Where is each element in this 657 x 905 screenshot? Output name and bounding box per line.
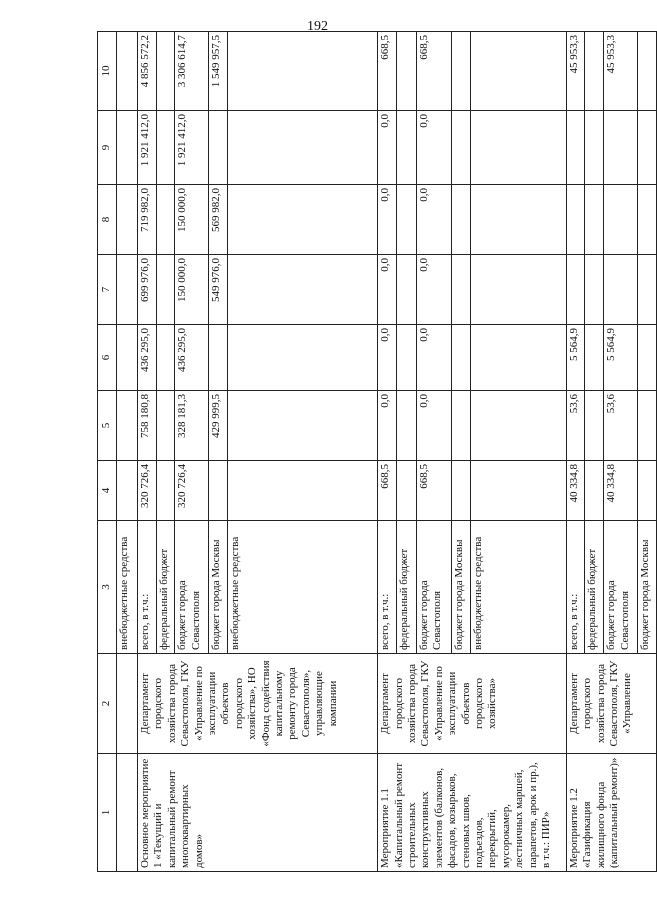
value-cell <box>638 32 657 111</box>
value-cell: 5 564,9 <box>566 325 585 391</box>
column-header: 4 <box>98 461 117 521</box>
value-cell: 429 999,5 <box>209 391 228 461</box>
value-cell: 668,5 <box>378 461 397 521</box>
value-cell <box>566 185 585 255</box>
source-cell: федеральный бюджет <box>585 521 604 654</box>
source-cell: федеральный бюджет <box>397 521 416 654</box>
value-cell <box>470 185 566 255</box>
value-cell <box>451 391 470 461</box>
value-cell <box>156 461 175 521</box>
column-header: 2 <box>98 654 117 754</box>
value-cell: 699 976,0 <box>138 255 157 325</box>
value-cell <box>228 391 378 461</box>
value-cell: 549 976,0 <box>209 255 228 325</box>
value-cell: 53,6 <box>604 391 638 461</box>
value-cell <box>566 111 585 185</box>
activity-title: Мероприятие 1.2 «Газификация жилищного фонда (капитальный ремонт)» <box>566 754 656 872</box>
value-cell: 45 953,3 <box>604 32 638 111</box>
value-cell <box>638 111 657 185</box>
value-cell <box>638 391 657 461</box>
value-cell <box>156 32 175 111</box>
value-cell: 0,0 <box>378 391 397 461</box>
value-cell <box>397 255 416 325</box>
value-cell <box>209 461 228 521</box>
value-cell <box>604 255 638 325</box>
value-cell <box>638 255 657 325</box>
continuation-row <box>117 32 138 872</box>
value-cell <box>585 325 604 391</box>
value-cell <box>451 111 470 185</box>
value-cell: 668,5 <box>416 32 451 111</box>
source-cell: внебюджетные средства <box>470 521 566 654</box>
value-cell: 0,0 <box>378 185 397 255</box>
value-cell <box>451 255 470 325</box>
value-cell <box>397 391 416 461</box>
value-cell: 45 953,3 <box>566 32 585 111</box>
column-header: 6 <box>98 325 117 391</box>
activity-executor: Департамент городского хозяйства города Севастополя, ГКУ «Управление по эксплуатации объектов городского хозяйства» <box>378 654 567 754</box>
value-cell <box>585 32 604 111</box>
value-cell <box>156 255 175 325</box>
value-cell <box>228 461 378 521</box>
source-cell: внебюджетные средства <box>117 521 138 654</box>
column-header: 3 <box>98 521 117 654</box>
source-cell: бюджет города Москвы <box>451 521 470 654</box>
source-cell: бюджет города Москвы <box>209 521 228 654</box>
value-cell: 0,0 <box>416 111 451 185</box>
value-cell <box>228 111 378 185</box>
source-cell: всего, в т.ч.: <box>138 521 157 654</box>
value-cell: 150 000,0 <box>175 255 209 325</box>
table-row <box>566 32 585 872</box>
value-cell <box>585 255 604 325</box>
value-cell <box>451 461 470 521</box>
value-cell: 0,0 <box>416 185 451 255</box>
value-cell <box>451 32 470 111</box>
value-cell: 668,5 <box>378 32 397 111</box>
source-cell: бюджет города Севастополя <box>604 521 638 654</box>
value-cell: 758 180,8 <box>138 391 157 461</box>
value-cell <box>228 32 378 111</box>
value-cell: 0,0 <box>416 325 451 391</box>
table-row <box>378 32 397 872</box>
value-cell: 0,0 <box>416 255 451 325</box>
value-cell <box>470 111 566 185</box>
value-cell: 320 726,4 <box>175 461 209 521</box>
value-cell <box>209 111 228 185</box>
page-number: 192 <box>307 19 328 34</box>
value-cell <box>209 325 228 391</box>
source-cell: всего, в т.ч.: <box>566 521 585 654</box>
value-cell <box>397 461 416 521</box>
value-cell <box>585 461 604 521</box>
source-cell: бюджет города Севастополя <box>416 521 451 654</box>
value-cell: 0,0 <box>416 391 451 461</box>
value-cell <box>470 32 566 111</box>
activity-title: Мероприятие 1.1 «Капитальный ремонт строительных конструктивных элементов (балконов, фасадов, козырьков, стеновых швов, подъездов, перекрытий, мусорокамер, лестничных маршей, парапетов, арок и пр.), в т.ч.: ПИР» <box>378 754 567 872</box>
column-number-row <box>98 32 117 872</box>
value-cell: 1 921 412,0 <box>138 111 157 185</box>
value-cell: 0,0 <box>378 325 397 391</box>
activity-executor: Департамент городского хозяйства города Севастополя, ГКУ «Управление по эксплуатации объектов городского хозяйства», НО «Фонд содействия капитальному ремонту города Севастополя», управляющие компании <box>138 654 378 754</box>
value-cell: 569 982,0 <box>209 185 228 255</box>
value-cell <box>470 391 566 461</box>
source-cell: внебюджетные средства <box>228 521 378 654</box>
column-header: 9 <box>98 111 117 185</box>
value-cell: 668,5 <box>416 461 451 521</box>
activity-title: Основное мероприятие 1 «Текущий и капитальный ремонт многоквартирных домов» <box>138 754 378 872</box>
value-cell <box>604 111 638 185</box>
value-cell: 0,0 <box>378 111 397 185</box>
budget-table <box>97 31 657 872</box>
value-cell <box>228 185 378 255</box>
value-cell <box>228 325 378 391</box>
value-cell: 40 334,8 <box>604 461 638 521</box>
value-cell <box>604 185 638 255</box>
value-cell <box>638 185 657 255</box>
value-cell <box>470 255 566 325</box>
value-cell <box>585 111 604 185</box>
value-cell: 320 726,4 <box>138 461 157 521</box>
source-cell: федеральный бюджет <box>156 521 175 654</box>
value-cell: 1 921 412,0 <box>175 111 209 185</box>
value-cell: 3 306 614,7 <box>175 32 209 111</box>
value-cell: 4 856 572,2 <box>138 32 157 111</box>
activity-executor: Департамент городского хозяйства города Севастополя, ГКУ «Управление <box>566 654 656 754</box>
column-header: 1 <box>98 754 117 872</box>
value-cell: 1 549 957,5 <box>209 32 228 111</box>
value-cell <box>156 185 175 255</box>
value-cell <box>156 391 175 461</box>
value-cell <box>566 255 585 325</box>
source-cell: всего, в т.ч.: <box>378 521 397 654</box>
value-cell: 328 181,3 <box>175 391 209 461</box>
value-cell <box>470 325 566 391</box>
value-cell <box>228 255 378 325</box>
value-cell <box>397 32 416 111</box>
source-cell: бюджет города Севастополя <box>175 521 209 654</box>
value-cell: 40 334,8 <box>566 461 585 521</box>
value-cell <box>397 111 416 185</box>
value-cell <box>638 325 657 391</box>
value-cell <box>397 325 416 391</box>
value-cell <box>585 185 604 255</box>
value-cell <box>156 325 175 391</box>
value-cell <box>585 391 604 461</box>
value-cell <box>638 461 657 521</box>
value-cell <box>470 461 566 521</box>
value-cell <box>451 325 470 391</box>
table-row <box>138 32 157 872</box>
value-cell: 436 295,0 <box>138 325 157 391</box>
column-header: 10 <box>98 32 117 111</box>
value-cell: 719 982,0 <box>138 185 157 255</box>
value-cell: 53,6 <box>566 391 585 461</box>
value-cell <box>451 185 470 255</box>
value-cell: 0,0 <box>378 255 397 325</box>
value-cell: 436 295,0 <box>175 325 209 391</box>
value-cell: 5 564,9 <box>604 325 638 391</box>
column-header: 8 <box>98 185 117 255</box>
value-cell <box>397 185 416 255</box>
source-cell: бюджет города Москвы <box>638 521 657 654</box>
column-header: 5 <box>98 391 117 461</box>
value-cell: 150 000,0 <box>175 185 209 255</box>
column-header: 7 <box>98 255 117 325</box>
rotated-table-wrapper <box>97 32 657 872</box>
value-cell <box>156 111 175 185</box>
